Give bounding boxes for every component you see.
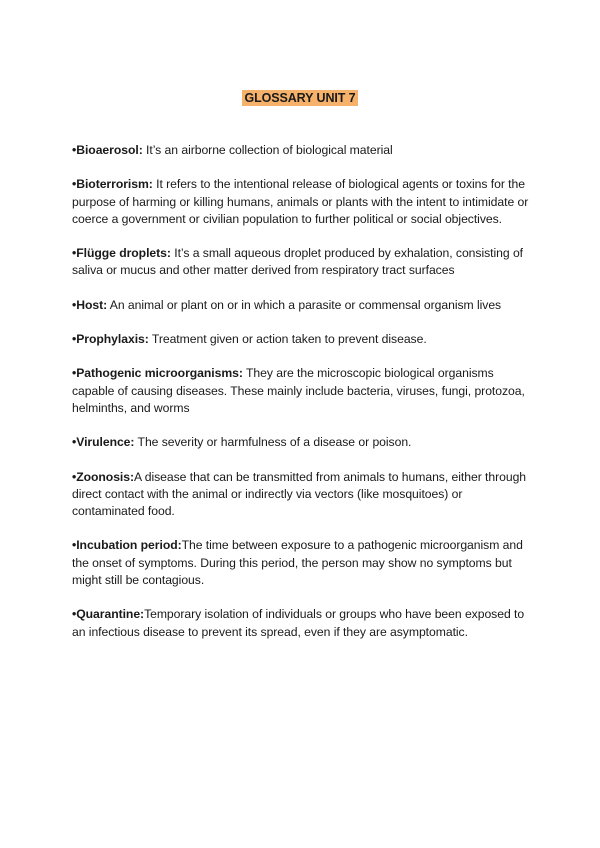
glossary-definition: A disease that can be transmitted from animals to humans, either through direct contact with the animal or indirectly via vectors (like mosquitoes) or contaminated food. xyxy=(72,469,527,519)
glossary-entry-virulence xyxy=(72,434,538,451)
glossary-entry-flugge-droplets xyxy=(72,245,538,280)
glossary-term: •Incubation period: xyxy=(72,538,182,553)
glossary-list xyxy=(72,142,538,658)
glossary-entry-pathogenic-microorganisms xyxy=(72,365,538,417)
glossary-term: •Pathogenic microorganisms: xyxy=(72,366,243,381)
glossary-definition: Treatment given or action taken to prevent disease. xyxy=(148,332,427,347)
page-title: GLOSSARY UNIT 7 xyxy=(244,91,356,105)
glossary-definition: They are the microscopic biological organisms capable of causing diseases. These mainly include bacteria, viruses, fungi, protozoa, helminths, and worms xyxy=(72,366,525,415)
glossary-term: •Flügge droplets: xyxy=(72,246,171,261)
glossary-entry-zoonosis xyxy=(72,469,538,521)
glossary-entry-bioterrorism xyxy=(72,176,538,228)
glossary-term: •Prophylaxis: xyxy=(72,332,149,347)
glossary-definition: The time between exposure to a pathogenic microorganism and the onset of symptoms. During this period, the person may show no symptoms but might still be contagious. xyxy=(72,538,523,588)
glossary-entry-prophylaxis xyxy=(72,331,538,348)
glossary-term: •Bioaerosol: xyxy=(72,143,143,157)
title-container xyxy=(0,89,600,107)
glossary-entry-quarantine xyxy=(72,606,538,641)
glossary-definition: It’s an airborne collection of biological material xyxy=(142,143,393,157)
glossary-entry-bioaerosol xyxy=(72,142,538,159)
glossary-definition: It refers to the intentional release of biological agents or toxins for the purpose of harming or killing humans, animals or plants with the intent to intimidate or coerce a government or civilian population to further political or social objectives. xyxy=(72,177,529,226)
glossary-entry-incubation-period xyxy=(72,537,538,589)
glossary-term: •Host: xyxy=(72,297,108,312)
glossary-definition: Temporary isolation of individuals or groups who have been exposed to an infectious disease to prevent its spread, even if they are asymptomatic. xyxy=(72,607,525,639)
glossary-definition: The severity or harmfulness of a disease or poison. xyxy=(134,435,412,450)
glossary-entry-host xyxy=(72,297,538,314)
glossary-term: •Zoonosis: xyxy=(72,469,134,484)
glossary-term: •Quarantine: xyxy=(72,607,145,622)
glossary-term: •Virulence: xyxy=(72,435,135,450)
glossary-term: •Bioterrorism: xyxy=(72,177,153,192)
glossary-definition: An animal or plant on or in which a parasite or commensal organism lives xyxy=(107,297,502,312)
glossary-definition: It’s a small aqueous droplet produced by exhalation, consisting of saliva or mucus and other matter derived from respiratory tract surfaces xyxy=(72,246,524,278)
